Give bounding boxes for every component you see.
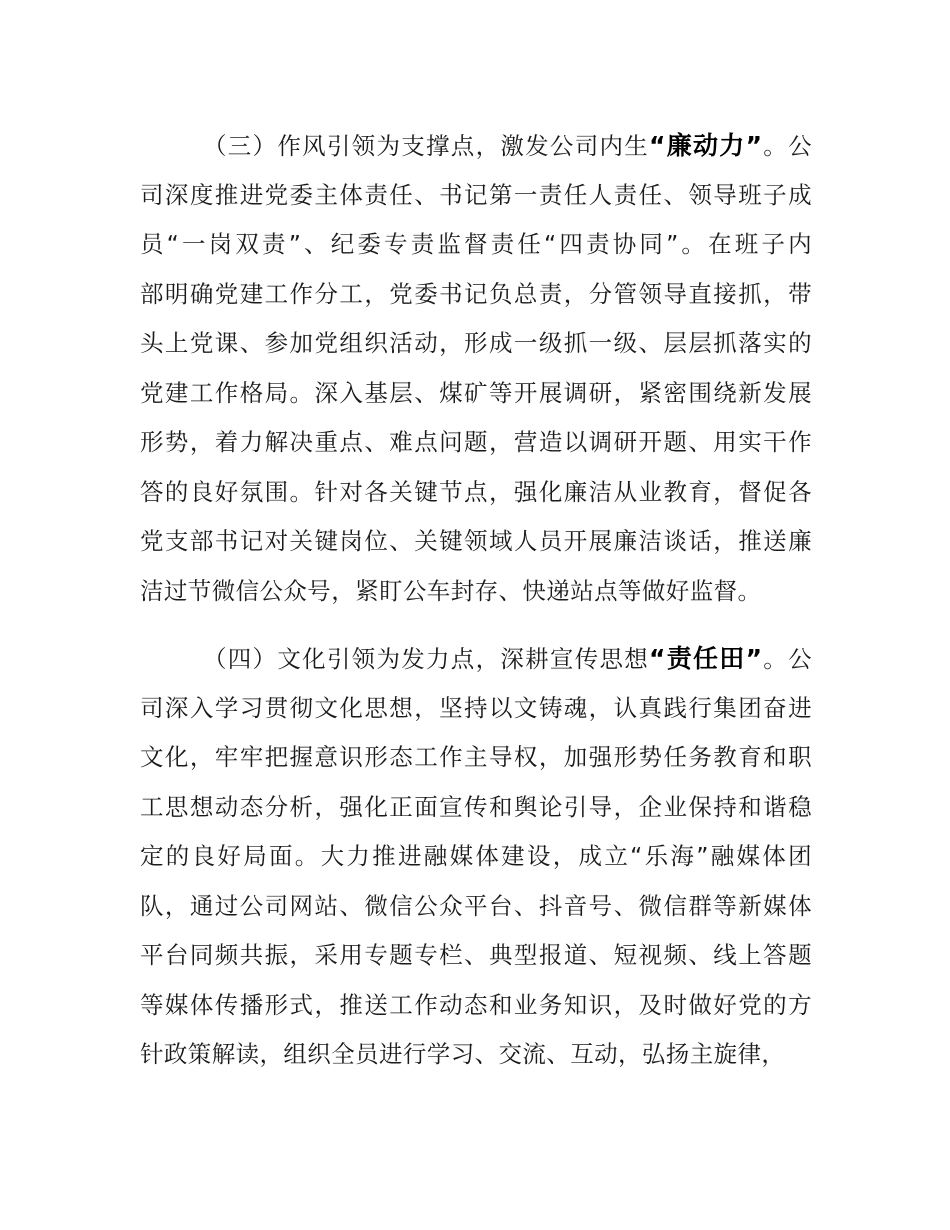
paragraph-line: 形势，着力解决重点、难点问题，营造以调研开题、用实干作 xyxy=(140,428,812,456)
paragraph-line xyxy=(140,121,812,171)
paragraph-line: 司深入学习贯彻文化思想，坚持以文铸魂，认真践行集团奋进 xyxy=(140,693,812,722)
paragraph-work-style xyxy=(140,121,812,616)
heading-tail-text: 。公 xyxy=(762,645,812,673)
paragraph-culture xyxy=(140,634,812,1080)
paragraph-line: 部明确党建工作分工，党委书记负总责，分管领导直接抓，带 xyxy=(140,279,812,308)
paragraph-line: 针政策解读，组织全员进行学习、交流、互动，弘扬主旋律， xyxy=(140,1040,786,1068)
paragraph-line: 工思想动态分析，强化正面宣传和舆论引导，企业保持和谐稳 xyxy=(140,792,812,821)
paragraph-line: 员“一岗双责”、纪委专责监督责任“四责协同”。在班子内 xyxy=(140,230,812,258)
emphasized-keyword: “廉动力” xyxy=(649,131,763,160)
paragraph-line: 头上党课、参加党组织活动，形成一级抓一级、层层抓落实的 xyxy=(140,329,812,357)
paragraph-line xyxy=(140,634,812,684)
paragraph-line: 平台同频共振，采用专题专栏、典型报道、短视频、线上答题 xyxy=(140,941,812,969)
paragraph-line: 文化，牢牢把握意识形态工作主导权，加强形势任务教育和职 xyxy=(140,743,812,771)
heading-lead-text: （四）文化引领为发力点，深耕宣传思想 xyxy=(203,645,650,673)
paragraph-line: 党建工作格局。深入基层、煤矿等开展调研，紧密围绕新发展 xyxy=(140,378,812,407)
heading-lead-text: （三）作风引领为支撑点，激发公司内生 xyxy=(203,132,650,160)
paragraph-line: 司深度推进党委主体责任、书记第一责任人责任、领导班子成 xyxy=(140,180,812,209)
heading-tail-text: 。公 xyxy=(762,132,812,160)
paragraph-line: 党支部书记对关键岗位、关键领域人员开展廉洁谈话，推送廉 xyxy=(140,527,812,555)
paragraph-line: 洁过节微信公众号，紧盯公车封存、快递站点等做好监督。 xyxy=(140,576,762,605)
paragraph-line: 队，通过公司网站、微信公众平台、抖音号、微信群等新媒体 xyxy=(140,891,812,920)
paragraph-line: 答的良好氛围。针对各关键节点，强化廉洁从业教育，督促各 xyxy=(140,477,812,506)
paragraph-line: 等媒体传播形式，推送工作动态和业务知识，及时做好党的方 xyxy=(140,990,812,1019)
emphasized-keyword: “责任田” xyxy=(649,644,763,673)
paragraph-line: 定的良好局面。大力推进融媒体建设，成立“乐海”融媒体团 xyxy=(140,842,812,870)
